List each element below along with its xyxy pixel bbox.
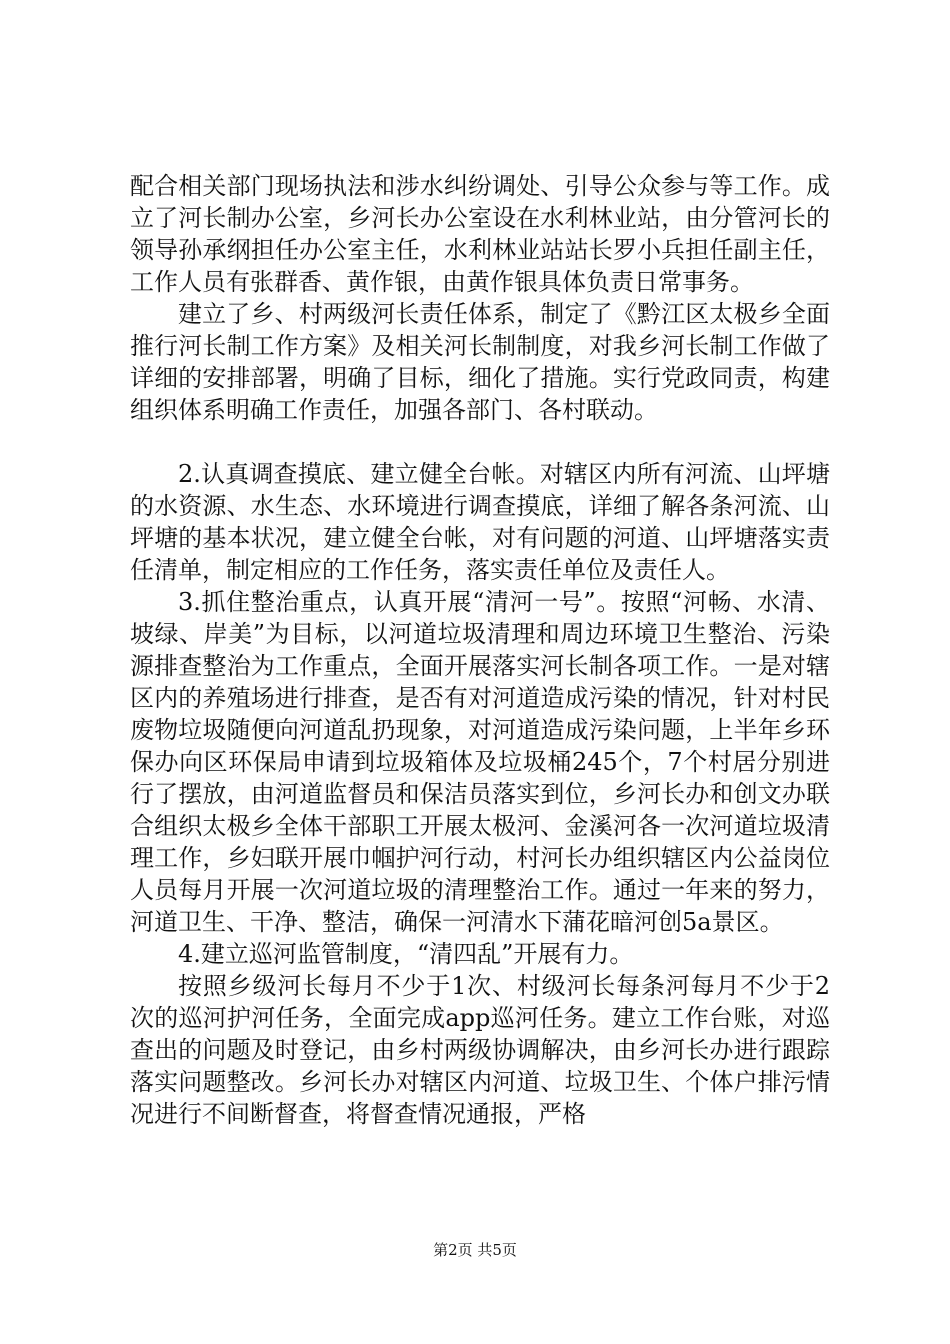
paragraph-patrol-details: 按照乡级河长每月不少于1次、村级河长每条河每月不少于2次的巡河护河任务，全面完成app巡河任务。建立工作台账，对巡查出的问题及时登记，由乡村两级协调解决，由乡河长办进行跟踪落实问题整改。乡河长办对辖区内河道、垃圾卫生、个体户排污情况进行不间断督查，将督查情况通报，严格 <box>130 972 830 1128</box>
paragraph-office-setup: 配合相关部门现场执法和涉水纠纷调处、引导公众参与等工作。成立了河长制办公室，乡河长办公室设在水利林业站，由分管河长的领导孙承纲担任办公室主任，水利林业站站长罗小兵担任副主任，工作人员有张群香、黄作银，由黄作银具体负责日常事务。 <box>130 172 830 296</box>
paragraph-survey-ledger: 2.认真调查摸底、建立健全台帐。对辖区内所有河流、山坪塘的水资源、水生态、水环境进行调查摸底，详细了解各条河流、山坪塘的基本状况，建立健全台帐，对有问题的河道、山坪塘落实责任清单，制定相应的工作任务，落实责任单位及责任人。 <box>130 460 830 584</box>
page-footer: 第2页 共5页 <box>433 1241 517 1259</box>
document-body <box>130 170 830 1130</box>
paragraph-clean-river: 3.抓住整治重点，认真开展“清河一号”。按照“河畅、水清、坡绿、岸美”为目标，以河道垃圾清理和周边环境卫生整治、污染源排查整治为工作重点，全面开展落实河长制各项工作。一是对辖区内的养殖场进行排查，是否有对河道造成污染的情况，针对村民废物垃圾随便向河道乱扔现象，对河道造成污染问题，上半年乡环保办向区环保局申请到垃圾箱体及垃圾桶245个，7个村居分别进行了摆放，由河道监督员和保洁员落实到位，乡河长办和创文办联合组织太极乡全体干部职工开展太极河、金溪河各一次河道垃圾清理工作，乡妇联开展巾帼护河行动，村河长办组织辖区内公益岗位人员每月开展一次河道垃圾的清理整治工作。通过一年来的努力，河道卫生、干净、整洁，确保一河清水下蒲花暗河创5a景区。 <box>130 588 830 936</box>
paragraph-patrol-heading: 4.建立巡河监管制度，“清四乱”开展有力。 <box>178 940 634 968</box>
paragraph-responsibility-system: 建立了乡、村两级河长责任体系，制定了《黔江区太极乡全面推行河长制工作方案》及相关河长制制度，对我乡河长制工作做了详细的安排部署，明确了目标，细化了措施。实行党政同责，构建组织体系明确工作责任，加强各部门、各村联动。 <box>130 300 830 424</box>
